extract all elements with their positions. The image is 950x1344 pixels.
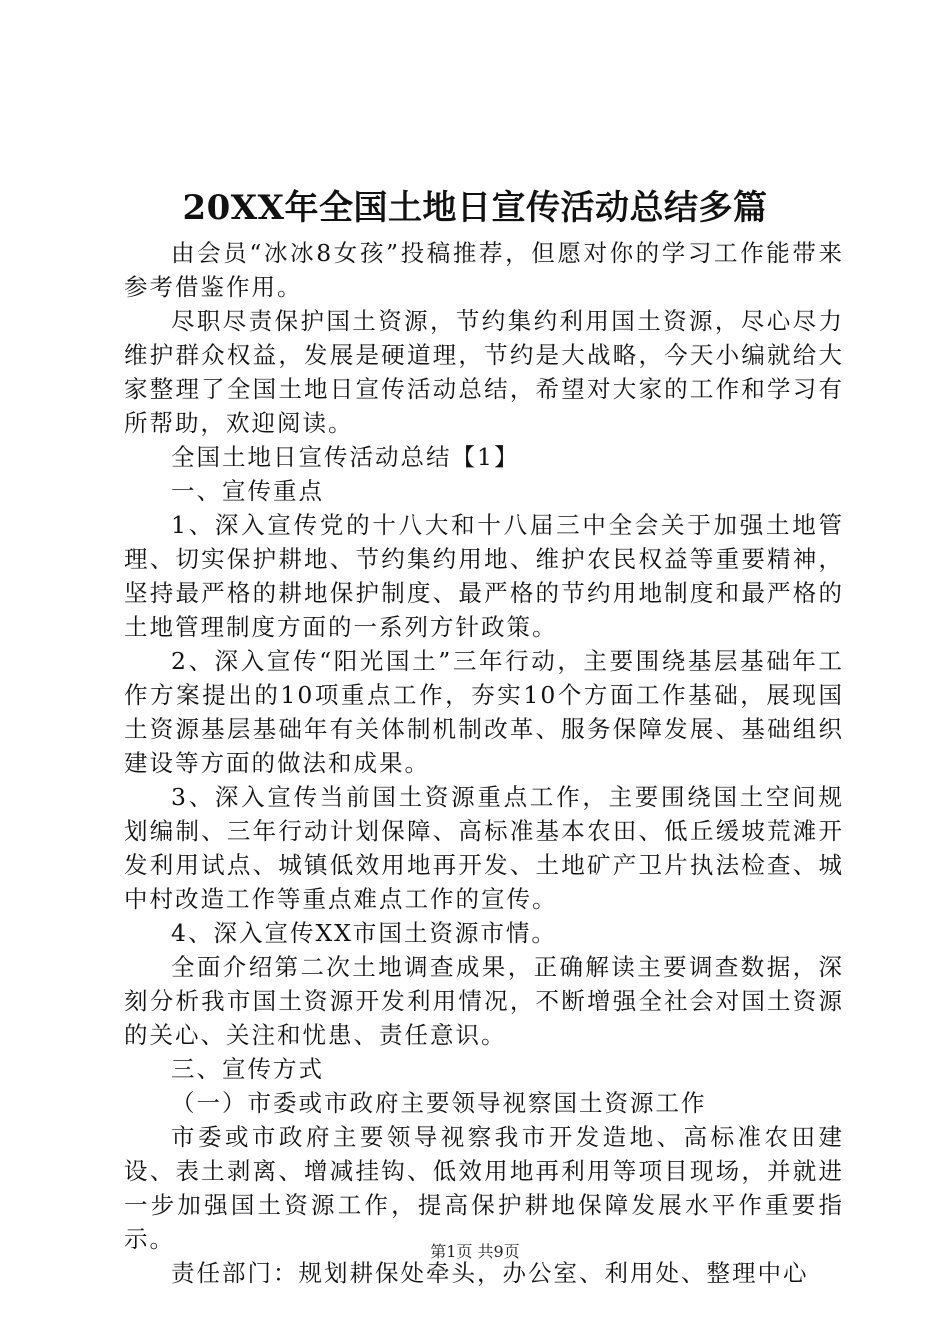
paragraph-survey: 全面介绍第二次土地调查成果，正确解读主要调查数据，深刻分析我市国土资源开发利用情况，不断增强全社会对国土资源的关心、关注和忧患、责任意识。 <box>124 953 844 1049</box>
document-body <box>124 236 844 1290</box>
paragraph-summary: 尽职尽责保护国土资源，节约集约利用国土资源，尽心尽力维护群众权益，发展是硬道理，节约是大战略，今天小编就给大家整理了全国土地日宣传活动总结，希望对大家的工作和学习有所帮助，欢迎阅读。 <box>124 307 844 437</box>
subheading-leader-inspection: （一）市委或市政府主要领导视察国土资源工作 <box>171 1089 707 1117</box>
section-heading-1: 全国土地日宣传活动总结【1】 <box>171 443 520 471</box>
paragraph-item-3: 3、深入宣传当前国土资源重点工作，主要围绕国土空间规划编制、三年行动计划保障、高标准基本农田、低丘缓坡荒滩开发利用试点、城镇低效用地再开发、土地矿产卫片执法检查、城中村改造工作等重点难点工作的宣传。 <box>124 783 844 913</box>
paragraph-inspection: 市委或市政府主要领导视察我市开发造地、高标准农田建设、表土剥离、增减挂钩、低效用地再利用等项目现场，并就进一步加强国土资源工作，提高保护耕地保障发展水平作重要指示。 <box>124 1123 844 1253</box>
document-title: 20XX年全国土地日宣传活动总结多篇 <box>182 188 768 228</box>
paragraph-item-1: 1、深入宣传党的十八大和十八届三中全会关于加强土地管理、切实保护耕地、节约集约用地、维护农民权益等重要精神，坚持最严格的耕地保护制度、最严格的节约用地制度和最严格的土地管理制度方面的一系列方针政策。 <box>124 511 844 641</box>
paragraph-intro: 由会员“冰冰8女孩”投稿推荐，但愿对你的学习工作能带来参考借鉴作用。 <box>124 239 844 301</box>
page-number-footer: 第1页 共9页 <box>430 1242 520 1261</box>
subheading-publicity-methods: 三、宣传方式 <box>171 1055 324 1083</box>
paragraph-item-4: 4、深入宣传XX市国土资源市情。 <box>171 919 557 947</box>
paragraph-item-2: 2、深入宣传“阳光国土”三年行动，主要围绕基层基础年工作方案提出的10项重点工作，夯实10个方面工作基础，展现国土资源基层基础年有关体制机制改革、服务保障发展、基础组织建设等方面的做法和成果。 <box>124 647 844 777</box>
subheading-publicity-focus: 一、宣传重点 <box>171 477 324 505</box>
paragraph-responsible-department: 责任部门：规划耕保处牵头，办公室、利用处、整理中心 <box>171 1259 809 1287</box>
